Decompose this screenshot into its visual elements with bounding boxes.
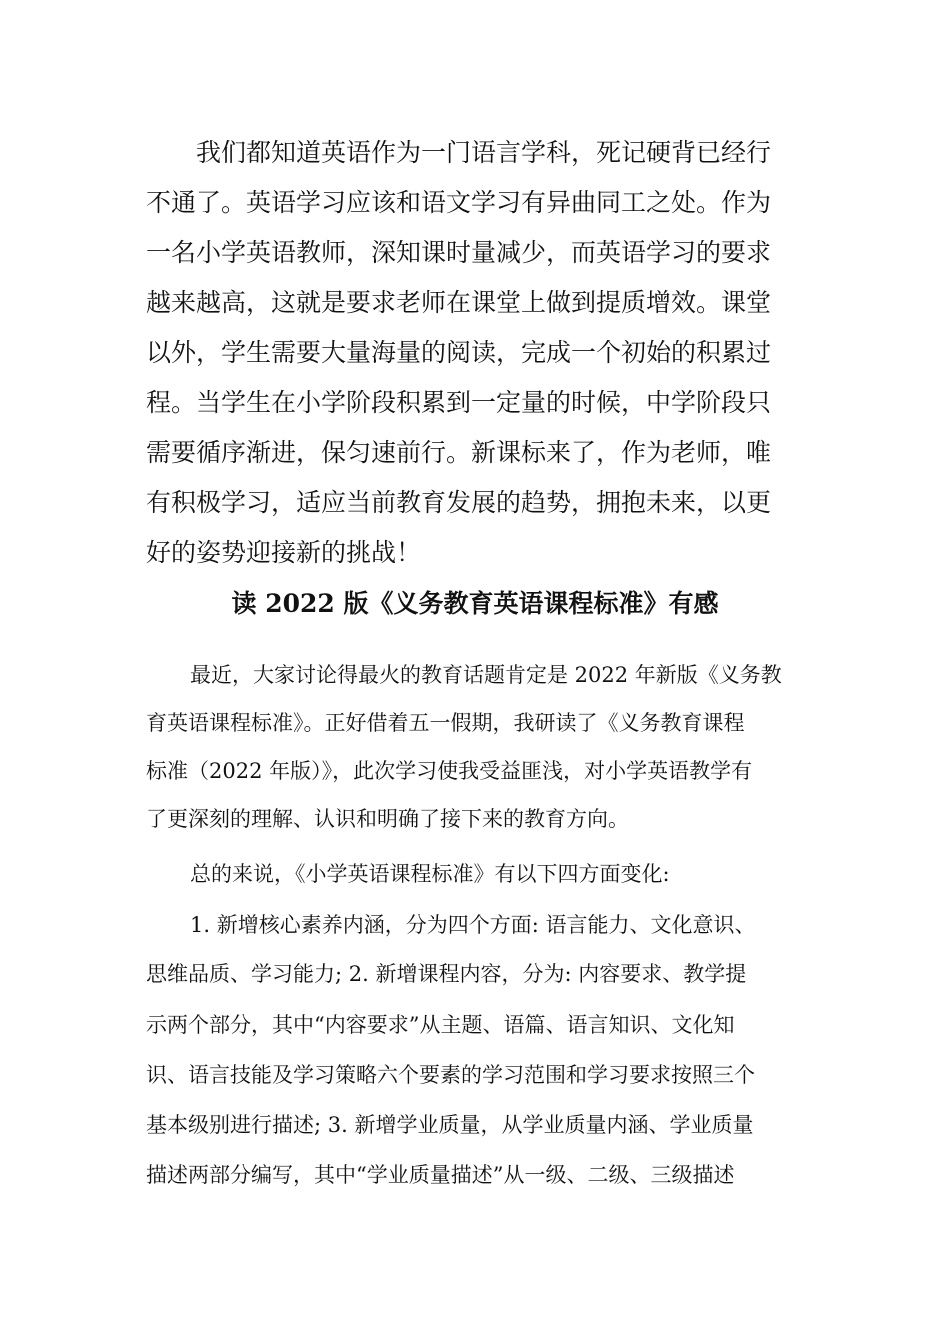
paragraph-1-line-4: 越来越高，这就是要求老师在课堂上做到提质增效。课堂 (146, 288, 772, 317)
paragraph-2-line-4: 了更深刻的理解、认识和明确了接下来的教育方向。 (146, 807, 629, 831)
paragraph-1-line-3: 一名小学英语教师，深知课时量减少，而英语学习的要求 (146, 238, 772, 267)
paragraph-2-line-1: 最近，大家讨论得最火的教育话题肯定是 2022 年新版《义务教 (190, 663, 782, 687)
paragraph-1-line-8: 有积极学习，适应当前教育发展的趋势，拥抱未来，以更 (146, 488, 772, 517)
paragraph-1-line-1: 我们都知道英语作为一门语言学科，死记硬背已经行 (196, 138, 772, 167)
paragraph-2-line-3: 标准（2022 年版）》，此次学习使我受益匪浅，对小学英语教学有 (146, 759, 753, 783)
paragraph-1-line-7: 需要循序渐进，保匀速前行。新课标来了，作为老师，唯 (146, 438, 772, 467)
paragraph-2-line-11: 描述两部分编写，其中“学业质量描述”从一级、二级、三级描述 (146, 1163, 735, 1187)
paragraph-2-line-6: 1. 新增核心素养内涵，分为四个方面: 语言能力、文化意识、 (190, 913, 756, 937)
paragraph-2-line-8: 示两个部分，其中“内容要求”从主题、语篇、语言知识、文化知 (146, 1013, 735, 1037)
paragraph-1-line-6: 程。当学生在小学阶段积累到一定量的时候，中学阶段只 (146, 388, 772, 417)
paragraph-2-line-2: 育英语课程标准》。正好借着五一假期，我研读了《义务教育课程 (146, 711, 745, 735)
paragraph-1-line-9: 好的姿势迎接新的挑战！ (146, 538, 422, 567)
paragraph-2-line-7: 思维品质、学习能力; 2. 新增课程内容，分为: 内容要求、教学提 (146, 962, 747, 986)
paragraph-2-line-10: 基本级别进行描述; 3. 新增学业质量，从学业质量内涵、学业质量 (146, 1113, 754, 1137)
section-heading: 读 2022 版《义务教育英语课程标准》有感 (231, 589, 719, 618)
paragraph-2-line-9: 识、语言技能及学习策略六个要素的学习范围和学习要求按照三个 (146, 1063, 755, 1087)
paragraph-1-line-2: 不通了。英语学习应该和语文学习有异曲同工之处。作为 (146, 188, 772, 217)
paragraph-2-line-5: 总的来说，《小学英语课程标准》有以下四方面变化: (190, 862, 670, 886)
paragraph-1-line-5: 以外，学生需要大量海量的阅读，完成一个初始的积累过 (146, 338, 772, 367)
